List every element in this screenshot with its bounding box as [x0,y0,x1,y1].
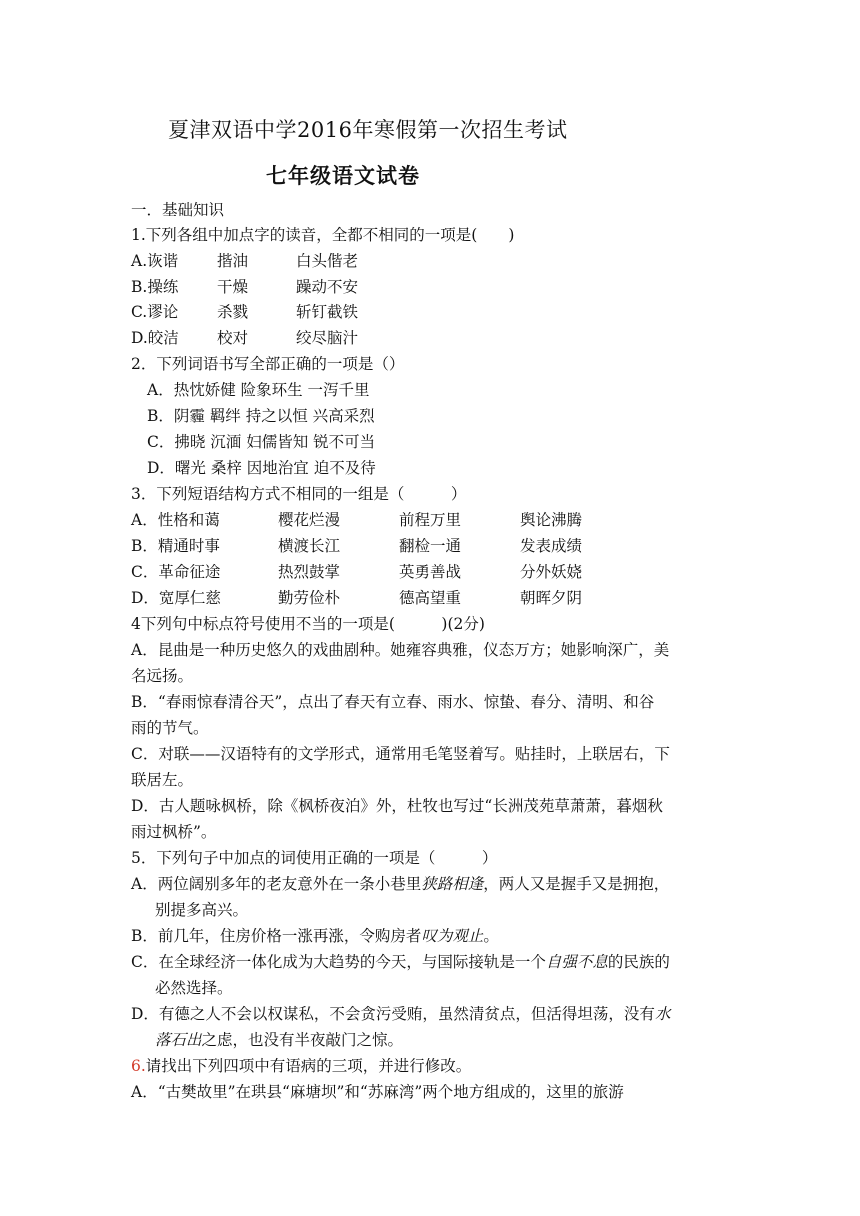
q3-a-w2: 樱花烂漫 [278,511,341,529]
q1-c-w2: 杀戮 [217,303,249,321]
q5-option-c-line2: 必然选择。 [155,979,233,997]
q4-option-d-line2: 雨过枫桥”。 [131,823,217,841]
q5-option-a-line2: 别提多高兴。 [155,901,249,919]
q2-option-b: B．阴霾 羁绊 持之以恒 兴高采烈 [147,407,375,425]
q4-option-c-line2: 联居左。 [131,771,194,789]
q1-b-w1: B.操练 [131,278,179,296]
q5-a-text: A．两位阔别多年的老友意外在一条小巷里 [131,875,422,893]
q5-d-text: D．有德之人不会以权谋私，不会贪污受贿，虽然清贫点，但活得坦荡，没有 [131,1005,655,1023]
q3-c-w2: 热烈鼓掌 [278,563,341,581]
q2-option-a: A．热忱娇健 险象环生 一泻千里 [147,381,370,399]
q1-d-w3: 绞尽脑汁 [296,329,359,347]
q5-a-dotted-term: 狭路相逢 [421,875,484,893]
q5-option-d-line2 [155,1029,403,1051]
q6-stem-text: 请找出下列四项中有语病的三项，并进行修改。 [145,1057,472,1075]
q1-b-w3: 躁动不安 [296,278,359,296]
q5-option-a-line1 [131,873,669,895]
q3-b-w1: B．精通时事 [131,537,220,555]
q3-d-w3: 德高望重 [399,589,462,607]
q6-number: 6. [131,1057,146,1075]
q6-stem [131,1055,471,1077]
q1-a-w2: 揩油 [217,252,249,270]
q5-d-dotted-term-start: 水 [654,1005,671,1023]
q5-b-dotted-term: 叹为观止 [421,927,484,945]
q5-option-b [131,925,499,947]
q5-b-text: B．前几年，住房价格一涨再涨，令购房者 [131,927,422,945]
q3-a-w4: 舆论沸腾 [520,511,583,529]
q3-c-w3: 英勇善战 [399,563,462,581]
q3-c-w4: 分外妖娆 [520,563,583,581]
q5-stem: 5．下列句子中加点的词使用正确的一项是（ ） [131,849,498,867]
q5-option-c-line1 [131,951,670,973]
q2-stem: 2．下列词语书写全部正确的一项是（） [131,355,405,373]
q1-stem: 1.下列各组中加点字的读音，全都不相同的一项是( ) [131,226,515,244]
q2-option-d: D．曙光 桑梓 因地治宜 迫不及待 [147,459,376,477]
q3-b-w4: 发表成绩 [520,537,583,555]
q5-d-dotted-term-end: 落石出 [155,1031,202,1049]
q1-d-w1: D.皎洁 [131,329,179,347]
exam-title: 夏津双语中学2016年寒假第一次招生考试 [168,118,568,142]
q4-option-b-line2: 雨的节气。 [131,719,209,737]
q1-b-w2: 干燥 [217,278,249,296]
q6-option-a-line1: A．“古樊故里”在珙县“麻塘坝”和“苏麻湾”两个地方组成的，这里的旅游 [131,1083,624,1101]
q5-d-text-rest: 之虑，也没有半夜敲门之惊。 [201,1031,404,1049]
q4-stem: 4下列句中标点符号使用不当的一项是( )(2分) [131,615,485,633]
q5-b-text-rest: 。 [483,927,499,945]
q5-c-dotted-term: 自强不息 [545,953,608,971]
q3-a-w1: A．性格和蔼 [131,511,220,529]
q4-option-a-line1: A．昆曲是一种历史悠久的戏曲剧种。她雍容典雅，仪态万方；她影响深广，美 [131,641,670,659]
q3-b-w3: 翻检一通 [399,537,462,555]
q4-option-a-line2: 名远扬。 [131,667,194,685]
exam-subtitle: 七年级语文试卷 [266,163,420,188]
section-heading: 一．基础知识 [131,201,225,219]
q4-option-b-line1: B．“春雨惊春清谷天”，点出了春天有立春、雨水、惊蛰、春分、清明、和谷 [131,693,655,711]
q3-a-w3: 前程万里 [399,511,462,529]
q3-c-w1: C．革命征途 [131,563,221,581]
q1-a-w1: A.诙谐 [131,252,179,270]
q2-option-c: C．拂晓 沉湎 妇儒皆知 锐不可当 [147,433,376,451]
q1-d-w2: 校对 [217,329,249,347]
q5-c-text-rest: 的民族的 [607,953,670,971]
q5-option-d-line1 [131,1003,670,1025]
q3-d-w1: D．宽厚仁慈 [131,589,221,607]
q4-option-c-line1: C．对联——汉语特有的文学形式，通常用毛笔竖着写。贴挂时，上联居右，下 [131,745,670,763]
q1-a-w3: 白头偕老 [296,252,359,270]
q5-c-text: C．在全球经济一体化成为大趋势的今天，与国际接轨是一个 [131,953,546,971]
q5-a-text-rest: ，两人又是握手又是拥抱， [483,875,670,893]
q3-b-w2: 横渡长江 [278,537,341,555]
q1-c-w3: 斩钉截铁 [296,303,359,321]
q1-c-w1: C.谬论 [131,303,179,321]
q3-stem: 3．下列短语结构方式不相同的一组是（ ） [131,485,467,503]
q4-option-d-line1: D．古人题咏枫桥，除《枫桥夜泊》外，杜牧也写过“长洲茂苑草萧萧，暮烟秋 [131,797,663,815]
q3-d-w4: 朝晖夕阴 [520,589,583,607]
q3-d-w2: 勤劳俭朴 [278,589,341,607]
